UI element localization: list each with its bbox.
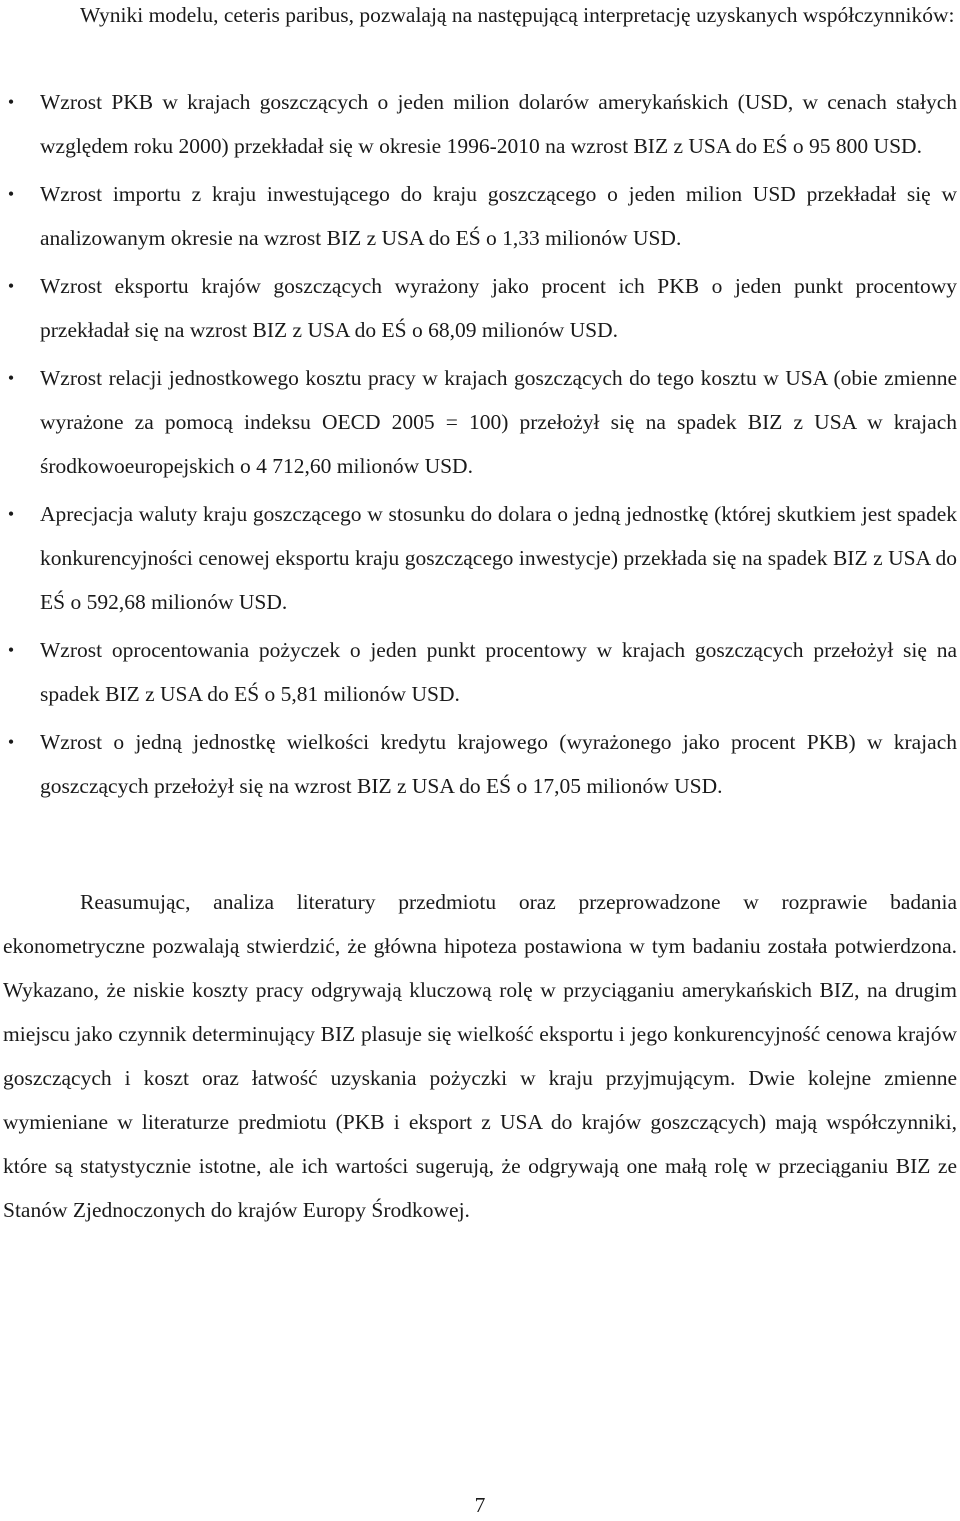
bullet-icon: • xyxy=(7,184,15,204)
page-number: 7 xyxy=(474,1493,486,1517)
finding-text: Wzrost relacji jednostkowego kosztu pracy w krajach goszczących do tego kosztu w USA (obie zmienne wyrażone za pomocą indeksu OECD 2005 = 100) przełożył się na spadek BIZ z USA w krajach środkowoeuropejskich o 4 712,60 milionów USD. xyxy=(40,366,957,478)
bullet-icon: • xyxy=(7,92,15,112)
bullet-icon: • xyxy=(7,276,15,296)
finding-item xyxy=(0,492,957,624)
bullet-icon: • xyxy=(7,368,15,388)
finding-text: Wzrost eksportu krajów goszczących wyrażony jako procent ich PKB o jeden punkt procentowy przekładał się na wzrost BIZ z USA do EŚ o 68,09 milionów USD. xyxy=(40,274,957,342)
summary-paragraph: Reasumując, analiza literatury przedmiotu oraz przeprowadzone w rozprawie badania ekonometryczne pozwalają stwierdzić, że główna hipoteza postawiona w tym badaniu została potwierdzona. Wykazano, że niskie koszty pracy odgrywają kluczową rolę w przyciąganiu amerykańskich BIZ, na drugim miejscu jako czynnik determinujący BIZ plasuje się wielkość eksportu i jego konkurencyjność cenowa krajów goszczących i koszt oraz łatwość uzyskania pożyczki w kraju przyjmującym. Dwie kolejne zmienne wymieniane w literaturze predmiotu (PKB i eksport z USA do krajów goszczących) mają współczynniki, które są statystycznie istotne, ale ich wartości sugerują, że odgrywają one małą rolę w przeciąganiu BIZ ze Stanów Zjednoczonych do krajów Europy Środkowej. xyxy=(3,890,957,1222)
finding-item xyxy=(0,264,957,352)
findings-list xyxy=(0,80,957,808)
bullet-icon: • xyxy=(7,732,15,752)
finding-item xyxy=(0,80,957,168)
finding-item xyxy=(0,720,957,808)
finding-text: Wzrost PKB w krajach goszczących o jeden milion dolarów amerykańskich (USD, w cenach stałych względem roku 2000) przekładał się w okresie 1996-2010 na wzrost BIZ z USA do EŚ o 95 800 USD. xyxy=(40,90,957,158)
finding-item xyxy=(0,628,957,716)
intro-paragraph: Wyniki modelu, ceteris paribus, pozwalają na następującą interpretację uzyskanych współczynników: xyxy=(80,3,955,27)
finding-text: Wzrost importu z kraju inwestującego do kraju goszczącego o jeden milion USD przekładał się w analizowanym okresie na wzrost BIZ z USA do EŚ o 1,33 milionów USD. xyxy=(40,182,957,250)
bullet-icon: • xyxy=(7,504,15,524)
finding-item xyxy=(0,356,957,488)
finding-text: Wzrost o jedną jednostkę wielkości kredytu krajowego (wyrażonego jako procent PKB) w krajach goszczących przełożył się na wzrost BIZ z USA do EŚ o 17,05 milionów USD. xyxy=(40,730,957,798)
bullet-icon: • xyxy=(7,640,15,660)
finding-text: Wzrost oprocentowania pożyczek o jeden punkt procentowy w krajach goszczących przełożył się na spadek BIZ z USA do EŚ o 5,81 milionów USD. xyxy=(40,638,957,706)
finding-item xyxy=(0,172,957,260)
finding-text: Aprecjacja waluty kraju goszczącego w stosunku do dolara o jedną jednostkę (której skutkiem jest spadek konkurencyjności cenowej eksportu kraju goszczącego inwestycje) przekłada się na spadek BIZ z USA do EŚ o 592,68 milionów USD. xyxy=(40,502,957,614)
